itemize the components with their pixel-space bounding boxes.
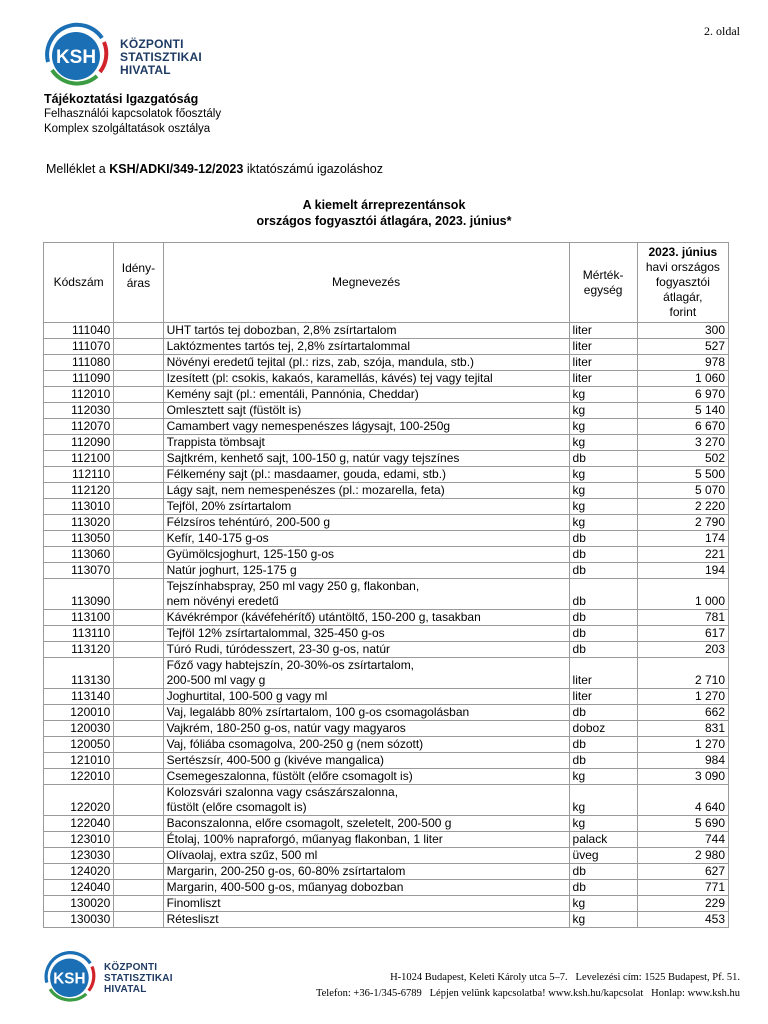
cell-name: Túró Rudi, túródesszert, 23-30 g-os, natúr xyxy=(163,642,569,658)
title-line-1: A kiemelt árreprezentánsok xyxy=(302,198,466,212)
footer-logo-wordmark xyxy=(104,962,173,995)
cell-code: 113090 xyxy=(44,579,114,610)
cell-price: 221 xyxy=(637,547,728,563)
cell-name: Félkemény sajt (pl.: masdaamer, gouda, edami, stb.) xyxy=(163,467,569,483)
table-body xyxy=(44,323,729,928)
cell-price: 5 500 xyxy=(637,467,728,483)
cell-price: 229 xyxy=(637,896,728,912)
cell-code: 113130 xyxy=(44,658,114,689)
cell-name: Sertészsír, 400-500 g (kivéve mangalica) xyxy=(163,753,569,769)
cell-name: Vaj, fóliába csomagolva, 200-250 g (nem sózott) xyxy=(163,737,569,753)
cell-name: Tejszínhabspray, 250 ml vagy 250 g, flakonban, nem növényi eredetű xyxy=(163,579,569,610)
cell-name: Baconszalonna, előre csomagolt, szeletelt, 200-500 g xyxy=(163,816,569,832)
cell-name: Rétesliszt xyxy=(163,912,569,928)
table-row xyxy=(44,610,729,626)
document-title xyxy=(0,197,768,229)
header-unit xyxy=(569,243,637,323)
cell-season xyxy=(114,689,163,705)
cell-name: Trappista tömbsajt xyxy=(163,435,569,451)
cell-price: 5 140 xyxy=(637,403,728,419)
table-row xyxy=(44,371,729,387)
table-row xyxy=(44,880,729,896)
cell-unit: db xyxy=(569,737,637,753)
cell-price: 978 xyxy=(637,355,728,371)
ksh-logo-icon xyxy=(42,22,114,88)
cell-code: 123030 xyxy=(44,848,114,864)
cell-price: 6 670 xyxy=(637,419,728,435)
cell-name: Vajkrém, 180-250 g-os, natúr vagy magyaros xyxy=(163,721,569,737)
table-row xyxy=(44,531,729,547)
cell-code: 111040 xyxy=(44,323,114,339)
cell-season xyxy=(114,515,163,531)
org-directorate: Tájékoztatási Igazgatóság xyxy=(44,92,199,106)
cell-code: 113100 xyxy=(44,610,114,626)
cell-unit: db xyxy=(569,610,637,626)
cell-season xyxy=(114,896,163,912)
cell-code: 111070 xyxy=(44,339,114,355)
attachment-reference: KSH/ADKI/349-12/2023 xyxy=(109,162,244,176)
table-row xyxy=(44,658,729,689)
attachment-line xyxy=(46,162,383,176)
cell-price: 527 xyxy=(637,339,728,355)
title-line-2: országos fogyasztói átlagára, 2023. június* xyxy=(256,214,512,228)
cell-unit: kg xyxy=(569,387,637,403)
cell-season xyxy=(114,371,163,387)
table-row xyxy=(44,579,729,610)
table-row xyxy=(44,499,729,515)
cell-unit: liter xyxy=(569,371,637,387)
cell-code: 113110 xyxy=(44,626,114,642)
cell-code: 122010 xyxy=(44,769,114,785)
logo-line-2: STATISZTIKAI xyxy=(120,50,202,64)
cell-price: 771 xyxy=(637,880,728,896)
cell-code: 113140 xyxy=(44,689,114,705)
cell-season xyxy=(114,658,163,689)
footer-logo-line-3: HIVATAL xyxy=(104,984,147,995)
cell-unit: üveg xyxy=(569,848,637,864)
cell-unit: db xyxy=(569,451,637,467)
cell-name: Gyümölcsjoghurt, 125-150 g-os xyxy=(163,547,569,563)
cell-name: Félzsíros tehéntúró, 200-500 g xyxy=(163,515,569,531)
cell-code: 111080 xyxy=(44,355,114,371)
cell-name: Növényi eredetű tejital (pl.: rizs, zab, szója, mandula, stb.) xyxy=(163,355,569,371)
cell-name: Tejföl, 20% zsírtartalom xyxy=(163,499,569,515)
table-row xyxy=(44,785,729,816)
cell-season xyxy=(114,912,163,928)
cell-unit: liter xyxy=(569,323,637,339)
table-row xyxy=(44,737,729,753)
cell-unit: doboz xyxy=(569,721,637,737)
cell-season xyxy=(114,579,163,610)
cell-price: 3 270 xyxy=(637,435,728,451)
cell-code: 113070 xyxy=(44,563,114,579)
header-name xyxy=(163,243,569,323)
cell-unit: db xyxy=(569,642,637,658)
cell-name: Izesített (pl: csokis, kakaós, karamellás, kávés) tej vagy tejital xyxy=(163,371,569,387)
cell-season xyxy=(114,451,163,467)
cell-code: 112090 xyxy=(44,435,114,451)
table-row xyxy=(44,864,729,880)
cell-season xyxy=(114,387,163,403)
cell-name: Joghurtital, 100-500 g vagy ml xyxy=(163,689,569,705)
cell-season xyxy=(114,626,163,642)
header-code-text: Kódszám xyxy=(53,275,104,289)
cell-price: 1 060 xyxy=(637,371,728,387)
logo-line-3: HIVATAL xyxy=(120,63,171,77)
attachment-prefix: Melléklet a xyxy=(46,162,106,176)
cell-price: 453 xyxy=(637,912,728,928)
cell-unit: db xyxy=(569,563,637,579)
cell-price: 627 xyxy=(637,864,728,880)
cell-unit: liter xyxy=(569,339,637,355)
cell-code: 123010 xyxy=(44,832,114,848)
cell-code: 112010 xyxy=(44,387,114,403)
cell-code: 112070 xyxy=(44,419,114,435)
cell-season xyxy=(114,339,163,355)
cell-unit: db xyxy=(569,531,637,547)
cell-code: 112120 xyxy=(44,483,114,499)
cell-season xyxy=(114,323,163,339)
table-row xyxy=(44,355,729,371)
page-number: 2. oldal xyxy=(704,24,740,38)
cell-code: 111090 xyxy=(44,371,114,387)
table-row xyxy=(44,848,729,864)
logo-line-1: KÖZPONTI xyxy=(120,37,184,51)
cell-unit: kg xyxy=(569,912,637,928)
cell-name: Kávékrémpor (kávéfehérítő) utántöltő, 150-200 g, tasakban xyxy=(163,610,569,626)
cell-name: Margarin, 200-250 g-os, 60-80% zsírtartalom xyxy=(163,864,569,880)
attachment-suffix: iktatószámú igazoláshoz xyxy=(246,162,384,176)
cell-season xyxy=(114,610,163,626)
table-header-row xyxy=(44,243,729,323)
table-row xyxy=(44,483,729,499)
cell-code: 124040 xyxy=(44,880,114,896)
cell-code: 120030 xyxy=(44,721,114,737)
cell-name: Tejföl 12% zsírtartalommal, 325-450 g-os xyxy=(163,626,569,642)
cell-name: Olívaolaj, extra szűz, 500 ml xyxy=(163,848,569,864)
cell-season xyxy=(114,403,163,419)
cell-code: 112110 xyxy=(44,467,114,483)
table-row xyxy=(44,563,729,579)
header-unit-text: Mérték- egység xyxy=(582,267,624,297)
cell-season xyxy=(114,483,163,499)
cell-price: 1 270 xyxy=(637,689,728,705)
cell-code: 122040 xyxy=(44,816,114,832)
cell-price: 4 640 xyxy=(637,785,728,816)
cell-unit: db xyxy=(569,880,637,896)
org-unit: Komplex szolgáltatások osztálya xyxy=(44,123,211,135)
cell-unit: kg xyxy=(569,769,637,785)
cell-price: 2 980 xyxy=(637,848,728,864)
footer-ksh-logo-icon xyxy=(42,950,100,1004)
footer-phone-web: Telefon: +36-1/345-6789 Lépjen velünk kapcsolatba! www.ksh.hu/kapcsolat Honlap: www.ksh.hu xyxy=(315,988,740,999)
cell-price: 174 xyxy=(637,531,728,547)
logo-wordmark xyxy=(120,38,202,77)
price-table xyxy=(43,242,729,928)
cell-price: 1 270 xyxy=(637,737,728,753)
cell-price: 194 xyxy=(637,563,728,579)
cell-code: 121010 xyxy=(44,753,114,769)
cell-name: Kefír, 140-175 g-os xyxy=(163,531,569,547)
header-name-text: Megnevezés xyxy=(332,275,401,289)
cell-code: 130030 xyxy=(44,912,114,928)
cell-season xyxy=(114,880,163,896)
table-row xyxy=(44,896,729,912)
cell-name: Finomliszt xyxy=(163,896,569,912)
cell-code: 113010 xyxy=(44,499,114,515)
cell-name: Csemegeszalonna, füstölt (előre csomagolt is) xyxy=(163,769,569,785)
cell-unit: liter xyxy=(569,658,637,689)
cell-unit: palack xyxy=(569,832,637,848)
org-department: Felhasználói kapcsolatok főosztály xyxy=(44,108,222,120)
cell-price: 831 xyxy=(637,721,728,737)
cell-name: Étolaj, 100% napraforgó, műanyag flakonban, 1 liter xyxy=(163,832,569,848)
table-row xyxy=(44,689,729,705)
ksh-logo xyxy=(42,22,212,88)
table-row xyxy=(44,832,729,848)
cell-name: Főző vagy habtejszín, 20-30%-os zsírtartalom, 200-500 ml vagy g xyxy=(163,658,569,689)
cell-unit: kg xyxy=(569,435,637,451)
header-value-period: 2023. június xyxy=(648,245,718,259)
cell-unit: db xyxy=(569,579,637,610)
cell-name: Vaj, legalább 80% zsírtartalom, 100 g-os csomagolásban xyxy=(163,705,569,721)
footer-contact xyxy=(316,970,740,1002)
cell-code: 113060 xyxy=(44,547,114,563)
cell-price: 300 xyxy=(637,323,728,339)
cell-name: Omlesztett sajt (füstölt is) xyxy=(163,403,569,419)
cell-name: Camambert vagy nemespenészes lágysajt, 100-250g xyxy=(163,419,569,435)
cell-code: 124020 xyxy=(44,864,114,880)
table-row xyxy=(44,705,729,721)
cell-unit: kg xyxy=(569,785,637,816)
cell-season xyxy=(114,753,163,769)
cell-unit: kg xyxy=(569,499,637,515)
cell-price: 6 970 xyxy=(637,387,728,403)
cell-price: 781 xyxy=(637,610,728,626)
cell-name: Kolozsvári szalonna vagy császárszalonna, füstölt (előre csomagolt is) xyxy=(163,785,569,816)
cell-season xyxy=(114,435,163,451)
cell-season xyxy=(114,864,163,880)
header-season-text: Idény- áras xyxy=(121,261,156,290)
cell-unit: kg xyxy=(569,483,637,499)
cell-unit: kg xyxy=(569,896,637,912)
cell-unit: db xyxy=(569,626,637,642)
cell-name: Laktózmentes tartós tej, 2,8% zsírtartalommal xyxy=(163,339,569,355)
cell-price: 2 710 xyxy=(637,658,728,689)
cell-unit: kg xyxy=(569,403,637,419)
cell-season xyxy=(114,721,163,737)
cell-name: Sajtkrém, kenhető sajt, 100-150 g, natúr vagy tejszínes xyxy=(163,451,569,467)
table-row xyxy=(44,769,729,785)
cell-season xyxy=(114,737,163,753)
cell-code: 120050 xyxy=(44,737,114,753)
header-code xyxy=(44,243,114,323)
footer-logo-line-1: KÖZPONTI xyxy=(104,962,158,973)
table-row xyxy=(44,323,729,339)
cell-code: 113120 xyxy=(44,642,114,658)
cell-name: Natúr joghurt, 125-175 g xyxy=(163,563,569,579)
cell-price: 2 790 xyxy=(637,515,728,531)
table-row xyxy=(44,753,729,769)
cell-price: 984 xyxy=(637,753,728,769)
cell-price: 617 xyxy=(637,626,728,642)
cell-season xyxy=(114,705,163,721)
cell-price: 662 xyxy=(637,705,728,721)
cell-season xyxy=(114,355,163,371)
table-row xyxy=(44,467,729,483)
cell-season xyxy=(114,848,163,864)
footer-address: H-1024 Budapest, Keleti Károly utca 5–7. Levelezési cím: 1525 Budapest, Pf. 51. xyxy=(390,972,740,983)
org-block xyxy=(44,92,221,137)
cell-code: 122020 xyxy=(44,785,114,816)
cell-code: 120010 xyxy=(44,705,114,721)
cell-price: 2 220 xyxy=(637,499,728,515)
cell-price: 1 000 xyxy=(637,579,728,610)
cell-season xyxy=(114,499,163,515)
cell-price: 5 690 xyxy=(637,816,728,832)
cell-season xyxy=(114,531,163,547)
cell-season xyxy=(114,419,163,435)
cell-season xyxy=(114,547,163,563)
cell-season xyxy=(114,785,163,816)
cell-unit: db xyxy=(569,705,637,721)
header-season xyxy=(114,243,163,323)
cell-season xyxy=(114,563,163,579)
cell-season xyxy=(114,642,163,658)
table-row xyxy=(44,547,729,563)
logo-abbr: KSH xyxy=(55,47,97,68)
cell-price: 502 xyxy=(637,451,728,467)
cell-unit: db xyxy=(569,547,637,563)
cell-unit: kg xyxy=(569,816,637,832)
table-row xyxy=(44,451,729,467)
table-row xyxy=(44,339,729,355)
cell-code: 130020 xyxy=(44,896,114,912)
cell-season xyxy=(114,769,163,785)
cell-name: Lágy sajt, nem nemespenészes (pl.: mozarella, feta) xyxy=(163,483,569,499)
table-row xyxy=(44,721,729,737)
cell-price: 3 090 xyxy=(637,769,728,785)
footer-logo-abbr: KSH xyxy=(53,970,86,988)
header-value-desc: havi országos fogyasztói átlagár, forint xyxy=(645,260,720,319)
footer-logo-line-2: STATISZTIKAI xyxy=(104,973,173,984)
table-row xyxy=(44,387,729,403)
cell-price: 5 070 xyxy=(637,483,728,499)
cell-price: 203 xyxy=(637,642,728,658)
cell-name: Margarin, 400-500 g-os, műanyag dobozban xyxy=(163,880,569,896)
cell-unit: db xyxy=(569,864,637,880)
footer-logo xyxy=(42,950,182,1004)
cell-code: 112100 xyxy=(44,451,114,467)
table-row xyxy=(44,435,729,451)
table-row xyxy=(44,816,729,832)
cell-name: UHT tartós tej dobozban, 2,8% zsírtartalom xyxy=(163,323,569,339)
table-row xyxy=(44,419,729,435)
table-row xyxy=(44,642,729,658)
table-row xyxy=(44,626,729,642)
header-value xyxy=(637,243,728,323)
cell-code: 113050 xyxy=(44,531,114,547)
cell-unit: kg xyxy=(569,467,637,483)
table-row xyxy=(44,403,729,419)
cell-season xyxy=(114,832,163,848)
cell-name: Kemény sajt (pl.: ementáli, Pannónia, Cheddar) xyxy=(163,387,569,403)
cell-unit: kg xyxy=(569,515,637,531)
cell-season xyxy=(114,467,163,483)
cell-unit: db xyxy=(569,753,637,769)
cell-code: 113020 xyxy=(44,515,114,531)
cell-season xyxy=(114,816,163,832)
table-row xyxy=(44,912,729,928)
cell-price: 744 xyxy=(637,832,728,848)
cell-unit: liter xyxy=(569,355,637,371)
cell-code: 112030 xyxy=(44,403,114,419)
cell-unit: liter xyxy=(569,689,637,705)
table-row xyxy=(44,515,729,531)
cell-unit: kg xyxy=(569,419,637,435)
